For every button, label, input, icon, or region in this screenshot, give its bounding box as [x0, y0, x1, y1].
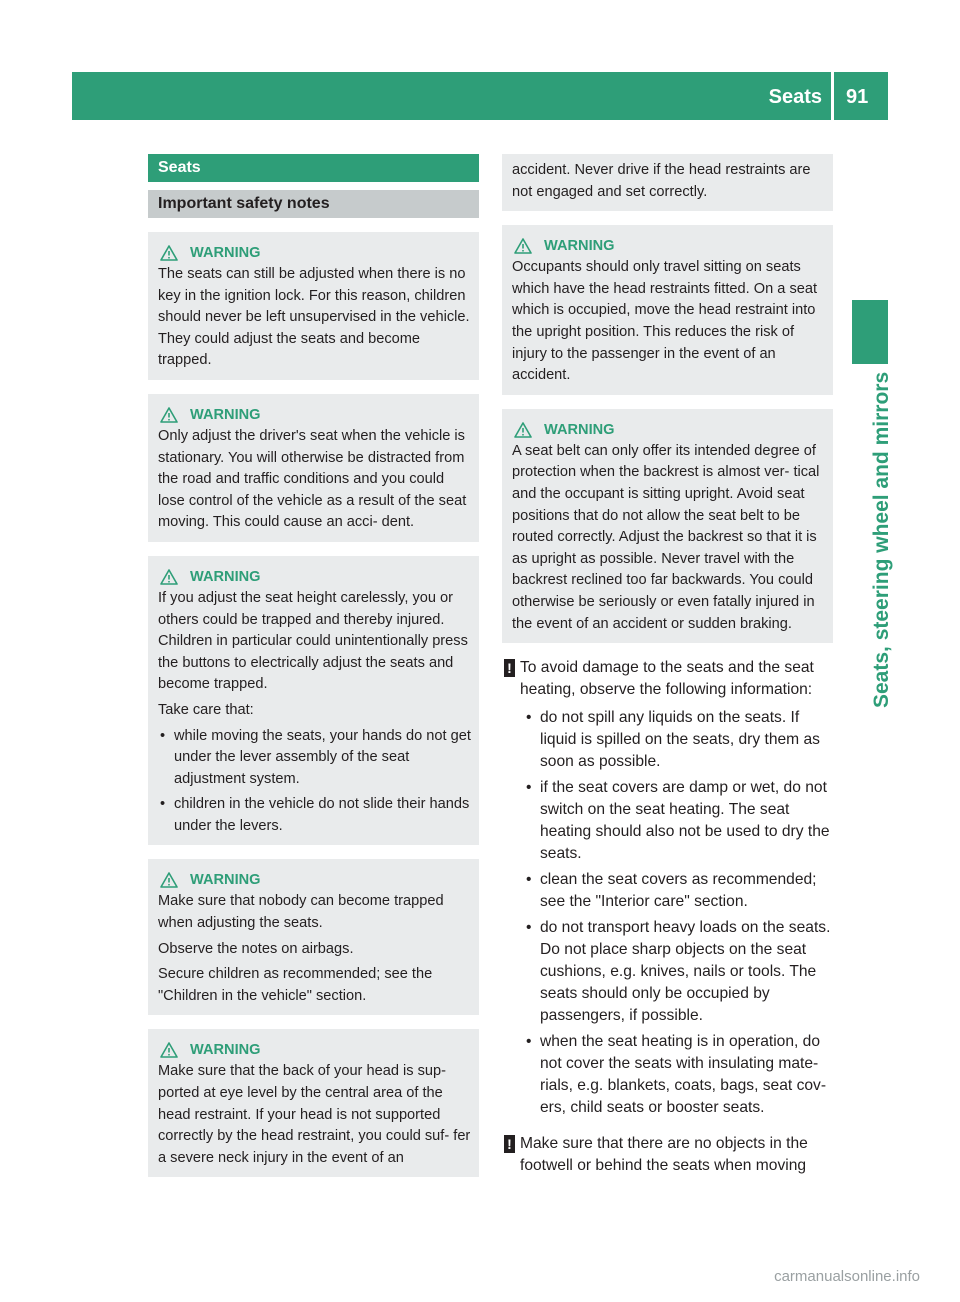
- list-item: • do not transport heavy loads on the seats. Do not place sharp objects on the seat cushions, e.g. knives, nails or tools. The seats should only be occupied by passengers, if possible.: [524, 917, 833, 1027]
- warning-heading: [160, 242, 473, 264]
- note: [502, 657, 833, 1119]
- warning-text: Observe the notes on airbags.: [158, 940, 354, 957]
- warning-box-continued: [502, 154, 833, 211]
- list-item: • do not spill any liquids on the seats. If liquid is spilled on the seats, dry them as soon as possible.: [524, 707, 833, 773]
- warning-text: Secure children as recommended; see the "Children in the vehicle" section.: [158, 966, 433, 1004]
- left-warnings: [148, 232, 479, 1177]
- warning-triangle-icon: [514, 422, 532, 438]
- warning-heading: [160, 566, 473, 588]
- warning-box: [148, 394, 479, 542]
- list-item: • while moving the seats, your hands do not get under the lever assembly of the seat adjustment system.: [158, 726, 473, 791]
- warning-heading: [160, 1039, 473, 1061]
- exclamation-icon: !: [504, 1135, 515, 1153]
- warning-text: A seat belt can only offer its intended degree of protection when the backrest is almost ver- tical and the occupant is sitting upright. Avoid seat positions that do not allow the seat belt to be routed correctly. Adjust the backrest so that it is as upright as possible. Never travel with the backrest reclined too far backwards. You could otherwise be seriously or even fatally injured in the event of an accident or sudden braking.: [512, 442, 820, 632]
- warning-label: WARNING: [190, 568, 261, 585]
- warning-box: [148, 1029, 479, 1177]
- section-title: Seats: [148, 154, 479, 182]
- warning-label: WARNING: [544, 421, 615, 438]
- warning-box: [148, 859, 479, 1015]
- note-bullet-list: [524, 707, 833, 1119]
- warning-triangle-icon: [160, 245, 178, 261]
- warning-label: WARNING: [544, 238, 615, 255]
- warning-heading: [514, 235, 827, 257]
- notes: [502, 657, 833, 1177]
- left-column: [148, 154, 479, 1177]
- right-column: [502, 154, 833, 1177]
- warning-box: [148, 232, 479, 380]
- header-divider: [831, 72, 834, 120]
- warning-heading: [160, 869, 473, 891]
- warning-text: Occupants should only travel sitting on seats which have the head restraints fitted. On a seat which is occupied, move the head restraint into the upright position. This reduces the risk of injury to the passenger in the event of an accident.: [512, 259, 818, 384]
- list-item: • if the seat covers are damp or wet, do not switch on the seat heating. The seat heating should also not be used to dry the seats.: [524, 777, 833, 865]
- list-item: • clean the seat covers as recommended; see the "Interior care" section.: [524, 869, 833, 913]
- warning-triangle-icon: [160, 1042, 178, 1058]
- warning-text: If you adjust the seat height carelessly, you or others could be trapped and thereby injured. Children in particular could unintentionally press the buttons to electrically adjust the seats and become trapped.: [158, 589, 468, 693]
- warning-bullet-list: [158, 726, 473, 838]
- warning-text: Take care that:: [158, 701, 254, 718]
- warning-label: WARNING: [190, 872, 261, 889]
- header-title: Seats: [768, 86, 822, 108]
- warning-triangle-icon: [160, 872, 178, 888]
- warning-heading: [514, 419, 827, 441]
- warning-triangle-icon: [160, 407, 178, 423]
- warning-label: WARNING: [190, 245, 261, 261]
- side-tab-text: Seats, steering wheel and mirrors: [870, 372, 893, 709]
- header-bar: [72, 72, 888, 120]
- warning-label: WARNING: [190, 1042, 261, 1059]
- warning-text: Make sure that nobody can become trapped when adjusting the seats.: [158, 893, 444, 932]
- watermark: carmanualsonline.info: [774, 1268, 920, 1285]
- warning-triangle-icon: [160, 569, 178, 585]
- side-tab-marker: [852, 300, 888, 364]
- warning-text: Only adjust the driver's seat when the vehicle is stationary. You will otherwise be distracted from the road and traffic conditions and you could lose control of the vehicle as a result of the seat moving. This could cause an acci- dent.: [158, 427, 467, 531]
- list-item: • when the seat heating is in operation, do not cover the seats with insulating mate- rials, e.g. blankets, coats, bags, seat cov- ers, child seats or booster seats.: [524, 1031, 833, 1119]
- warning-text: accident. Never drive if the head restraints are not engaged and set correctly.: [512, 162, 811, 200]
- right-warnings: [502, 225, 833, 643]
- page-number: 91: [846, 86, 869, 108]
- exclamation-icon: !: [504, 659, 515, 677]
- warning-text: Make sure that the back of your head is sup- ported at eye level by the central area of the head restraint. If your head is not supported correctly by the head restraint, you could suf- fer a severe neck injury in the event of an: [158, 1063, 471, 1166]
- warning-heading: [160, 404, 473, 426]
- warning-triangle-icon: [514, 238, 532, 254]
- note-text: Make sure that there are no objects in the footwell or behind the seats when moving: [520, 1135, 808, 1175]
- note-text: To avoid damage to the seats and the seat heating, observe the following information:: [520, 659, 814, 699]
- note: [502, 1133, 833, 1177]
- subsection-title: Important safety notes: [148, 190, 479, 218]
- warning-box: [502, 409, 833, 643]
- warning-text: The seats can still be adjusted when there is no key in the ignition lock. For this reason, children should never be left unsupervised in the vehicle. They could adjust the seats and become trapped.: [158, 266, 470, 369]
- warning-label: WARNING: [190, 406, 261, 423]
- warning-box: [502, 225, 833, 395]
- list-item: • children in the vehicle do not slide their hands under the levers.: [158, 794, 473, 837]
- warning-box: [148, 556, 479, 846]
